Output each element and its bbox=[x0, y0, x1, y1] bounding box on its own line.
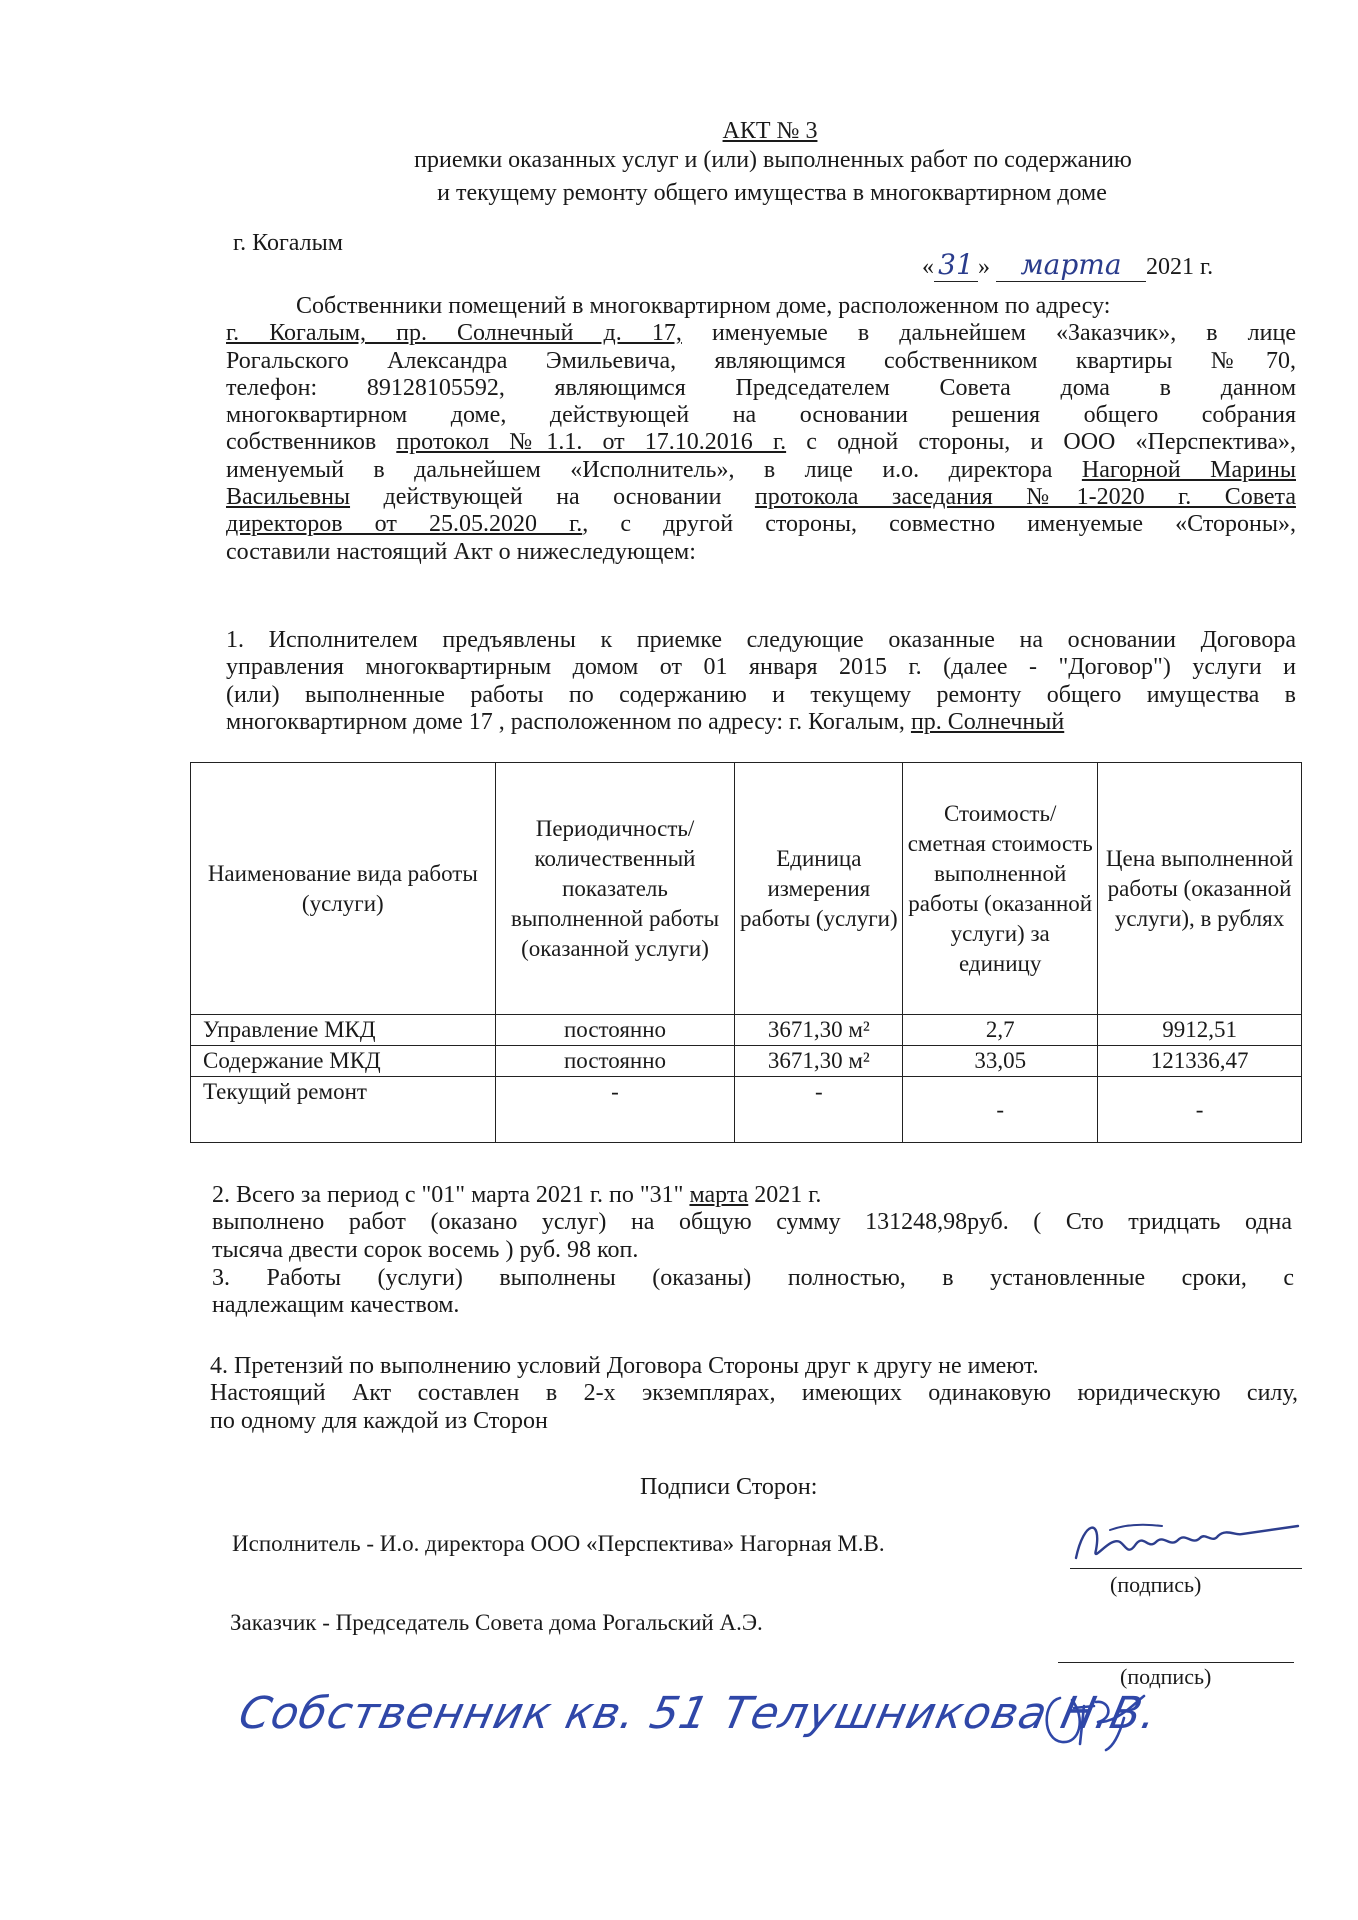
handwritten-signature-icon bbox=[1040, 1688, 1150, 1754]
date-day: 31 bbox=[934, 248, 978, 282]
table-row: Содержание МКД постоянно 3671,30 м² 33,05 121336,47 bbox=[191, 1046, 1302, 1077]
item-4: 4. Претензий по выполнению условий Договора Стороны друг к другу не имеют. Настоящий Акт составлен в 2-х экземплярах, имеющих одинаковую юридическую силу, по одному для каждой из Сторон bbox=[210, 1353, 1298, 1434]
customer-line: Заказчик - Председатель Совета дома Рогальский А.Э. bbox=[230, 1610, 763, 1635]
date-year: 2021 г. bbox=[1146, 254, 1214, 280]
table-header-row bbox=[191, 763, 1302, 1015]
executor-line: Исполнитель - И.о. директора ООО «Перспектива» Нагорная М.В. bbox=[232, 1531, 885, 1556]
header-unit-cost: Стоимость/ сметная стоимость выполненной работы (оказанной услуги) за единицу bbox=[903, 763, 1098, 1015]
item-1: 1. Исполнителем предъявлены к приемке следующие оказанные на основании Договора управления многоквартирным домом от 01 января 2015 г. (далее - "Договор") услуги и (или) выполненные работы по содержанию и текущему ремонту общего имущества в многоквартирном доме 17 , расположенном по адресу: г. Когалым, пр. Солнечный bbox=[226, 627, 1296, 735]
handwritten-note: Собственник кв. 51 Телушникова Н.В. bbox=[234, 1688, 1163, 1739]
header-periodicity: Периодичность/ количественный показатель выполненной работы (оказанной услуги) bbox=[495, 763, 735, 1015]
executor-signature-line bbox=[1070, 1568, 1302, 1569]
executor-sign-label: (подпись) bbox=[1110, 1572, 1202, 1597]
header-work-name: Наименование вида работы (услуги) bbox=[191, 763, 496, 1015]
signatures-title: Подписи Сторон: bbox=[640, 1474, 818, 1500]
act-title: АКТ № 3 bbox=[722, 118, 818, 144]
item-3: 3. Работы (услуги) выполнены (оказаны) полностью, в установленные сроки, с надлежащим качеством. bbox=[212, 1265, 1294, 1319]
act-date: « 31 » марта 2021 г. bbox=[922, 248, 1214, 281]
header-unit: Единица измерения работы (услуги) bbox=[735, 763, 903, 1015]
services-table bbox=[190, 762, 1302, 1143]
header-price: Цена выполненной работы (оказанной услуги), в рублях bbox=[1098, 763, 1302, 1015]
item-2: 2. Всего за период с "01" марта 2021 г. по "31" марта 2021 г. выполнено работ (оказано услуг) на общую сумму 131248,98руб. ( Сто тридцать одна тысяча двести сорок восемь ) руб. 98 коп. bbox=[212, 1182, 1292, 1263]
customer-sign-label: (подпись) bbox=[1120, 1664, 1212, 1689]
intro-paragraph: Собственники помещений в многоквартирном доме, расположенном по адресу: г. Когалым, пр. Солнечный д. 17, именуемые в дальнейшем «Заказчик», в лице Рогальского Александра Эмильевича, являющимся собственником квартиры №70, телефон: 89128105592, являющимся Председателем Совета дома в данном многоквартирном доме, действующей на основании решения общего собрания собственников протокол №1.1. от 17.10.2016 г. с одной стороны, и ООО «Перспектива», именуемый в дальнейшем «Исполнитель», в лице и.о. директора Нагорной Марины Васильевны действующей на основании протокола заседания №1-2020 г. Совета директоров от 25.05.2020 г., с другой стороны, совместно именуемые «Стороны», составили настоящий Акт о нижеследующем: bbox=[226, 293, 1297, 565]
place: г. Когалым bbox=[233, 230, 343, 256]
act-subtitle-line1: приемки оказанных услуг и (или) выполненных работ по содержанию bbox=[414, 147, 1132, 173]
table-row: Текущий ремонт - - - - bbox=[191, 1077, 1302, 1143]
table-row: Управление МКД постоянно 3671,30 м² 2,7 9912,51 bbox=[191, 1015, 1302, 1046]
act-subtitle-line2: и текущему ремонту общего имущества в многоквартирном доме bbox=[437, 180, 1107, 206]
executor-signature-icon bbox=[1066, 1512, 1306, 1568]
date-month: марта bbox=[996, 248, 1146, 282]
customer-signature-line bbox=[1058, 1662, 1294, 1663]
